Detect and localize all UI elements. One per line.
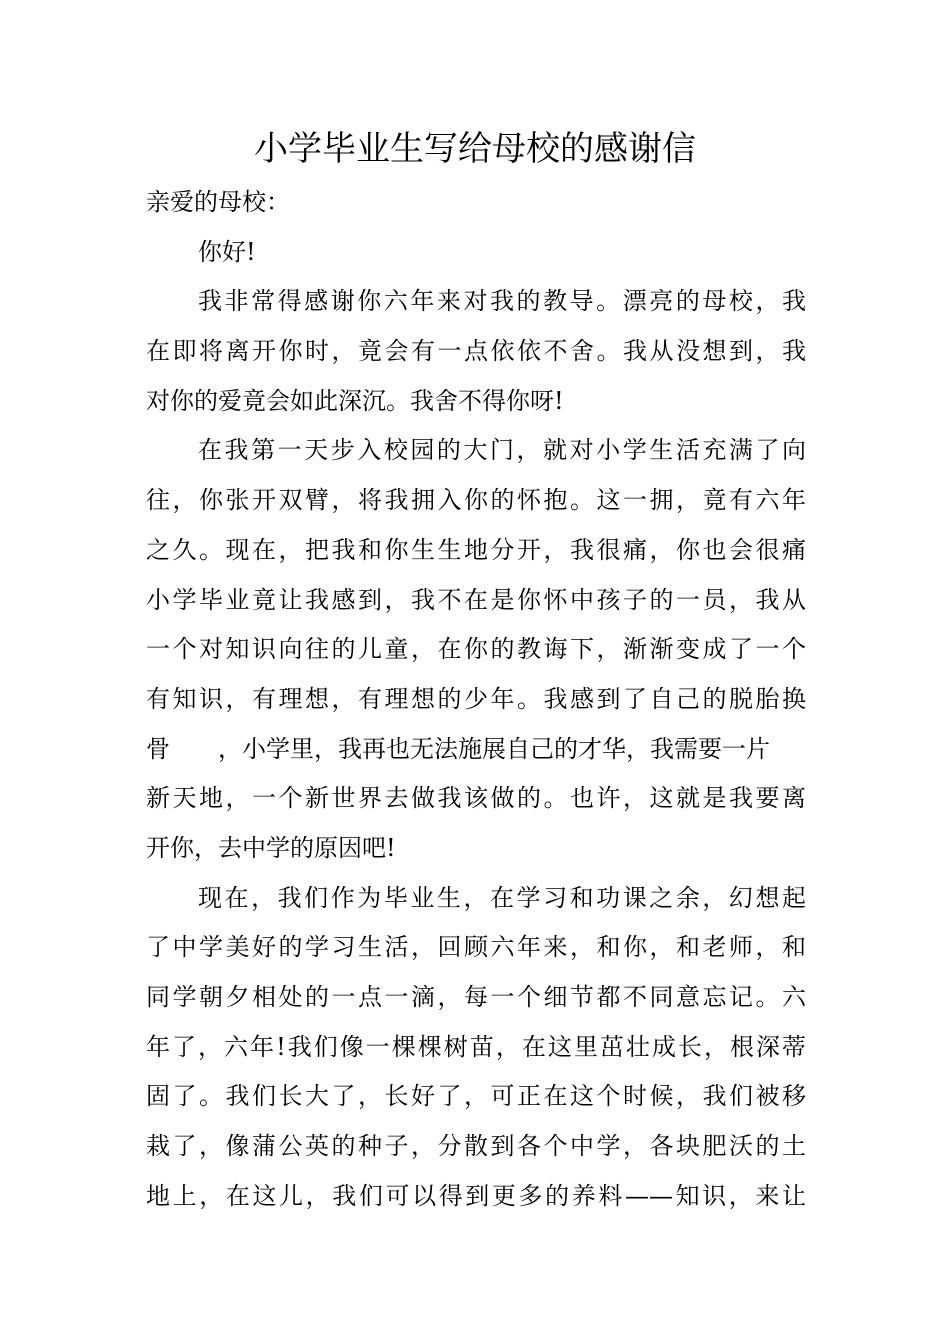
body-line: 同学朝夕相处的一点一滴，每一个细节都不同意忘记。六 — [146, 983, 806, 1011]
body-line: 开你，去中学的原因吧! — [146, 833, 396, 862]
body-line: 一个对知识向往的儿童，在你的教诲下，渐渐变成了一个 — [146, 635, 806, 664]
letter-body — [146, 178, 806, 1221]
body-line: 往，你张开双臂，将我拥入你的怀抱。这一拥，竟有六年 — [146, 486, 806, 515]
body-line: 地上，在这儿，我们可以得到更多的养料——知识，来让 — [146, 1181, 806, 1210]
salutation: 亲爱的母校： — [146, 188, 290, 216]
body-line: 栽了，像蒲公英的种子，分散到各个中学，各块肥沃的土 — [146, 1132, 806, 1161]
body-line: 小学毕业竟让我感到，我不在是你怀中孩子的一员，我从 — [146, 585, 806, 614]
body-line: 在我第一天步入校园的大门，就对小学生活充满了向 — [198, 436, 806, 465]
body-line: 有知识，有理想，有理想的少年。我感到了自己的脱胎换 — [146, 684, 806, 713]
body-line: 在即将离开你时，竟会有一点依依不舍。我从没想到，我 — [146, 337, 806, 366]
body-line: 年了，六年!我们像一棵棵树苗，在这里茁壮成长，根深蒂 — [146, 1032, 806, 1061]
body-line: 对你的爱竟会如此深沉。我舍不得你呀! — [146, 386, 564, 415]
body-line: 固了。我们长大了，长好了，可正在这个时候，我们被移 — [146, 1082, 806, 1111]
body-line: 了中学美好的学习生活，回顾六年来，和你，和老师，和 — [146, 933, 806, 962]
body-line: 我非常得感谢你六年来对我的教导。漂亮的母校，我 — [198, 287, 806, 316]
body-line: 新天地，一个新世界去做我该做的。也许，这就是我要离 — [146, 784, 806, 813]
document-title: 小学毕业生写给母校的感谢信 — [254, 129, 696, 169]
body-line: 之久。现在，把我和你生生地分开，我很痛，你也会很痛 — [146, 535, 806, 564]
body-line: 现在，我们作为毕业生，在学习和功课之余，幻想起 — [198, 883, 806, 912]
body-line: 你好! — [198, 237, 256, 266]
body-line: 骨 ，小学里，我再也无法施展自己的才华，我需要一片 — [146, 734, 770, 763]
